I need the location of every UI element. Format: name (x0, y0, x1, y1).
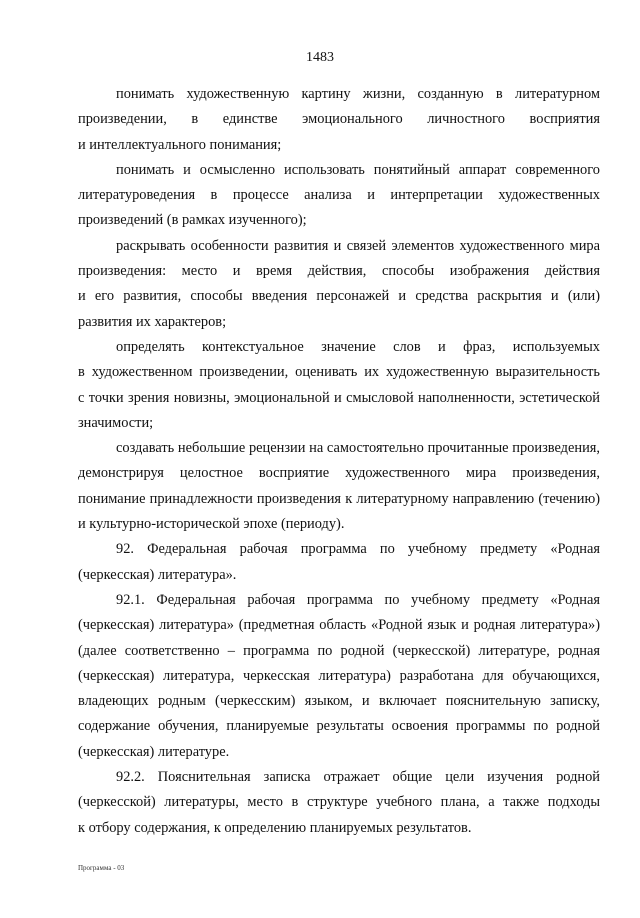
text-line: (черкесской) литературы, место в структуре учебного плана, а также подходы (78, 794, 600, 811)
text-line: и культурно-исторической эпохе (периоду). (78, 516, 345, 533)
text-line: и его развития, способы введения персонажей и средства раскрытия и (или) (78, 288, 600, 305)
text-line: произведения: место и время действия, способы изображения действия (78, 263, 600, 280)
text-line: раскрывать особенности развития и связей элементов художественного мира (116, 237, 600, 254)
page-number: 1483 (306, 50, 334, 65)
text-line: значимости; (78, 414, 154, 431)
text-line: понимание принадлежности произведения к литературному направлению (течению) (78, 490, 600, 507)
text-line: 92. Федеральная рабочая программа по учебному предмету «Родная (116, 541, 600, 558)
text-line: владеющих родным (черкесским) языком, и включает пояснительную записку, (78, 693, 600, 710)
text-line: понимать художественную картину жизни, созданную в литературном (116, 86, 600, 102)
page-footer: Программа - 03 (78, 864, 125, 872)
text-line: содержание обучения, планируемые результаты освоения программы по родной (78, 718, 600, 735)
text-line: определять контекстуальное значение слов и фраз, используемых (116, 338, 600, 355)
text-line: создавать небольшие рецензии на самостоятельно прочитанные произведения, (116, 440, 600, 457)
text-line: 92.2. Пояснительная записка отражает общие цели изучения родной (116, 769, 600, 786)
text-line: в художественном произведении, оценивать их художественную выразительность (78, 364, 600, 381)
text-line: литературоведения в процессе анализа и интерпретации художественных (78, 187, 600, 204)
text-line: к отбору содержания, к определению планируемых результатов. (78, 819, 472, 836)
text-line: развития их характеров; (78, 313, 227, 330)
text-line: (черкесская) литературе. (78, 743, 230, 760)
document-body (78, 82, 600, 841)
text-line: и интеллектуального понимания; (78, 136, 282, 153)
text-line: (черкесская) литература». (78, 566, 237, 583)
text-line: (черкесская) литература» (предметная область «Родной язык и родная литература») (78, 617, 600, 634)
text-line: с точки зрения новизны, эмоциональной и смысловой наполненности, эстетической (78, 389, 600, 406)
text-line: произведений (в рамках изученного); (78, 212, 307, 229)
text-line: (черкесская) литература, черкесская литература) разработана для обучающихся, (78, 667, 600, 684)
text-line: демонстрируя целостное восприятие художественного мира произведения, (78, 465, 600, 482)
text-line: понимать и осмысленно использовать понятийный аппарат современного (116, 161, 600, 178)
text-line: 92.1. Федеральная рабочая программа по учебному предмету «Родная (116, 591, 600, 608)
text-line: произведении, в единстве эмоционального личностного восприятия (78, 111, 600, 128)
text-line: (далее соответственно – программа по родной (черкесской) литературе, родная (78, 642, 600, 659)
